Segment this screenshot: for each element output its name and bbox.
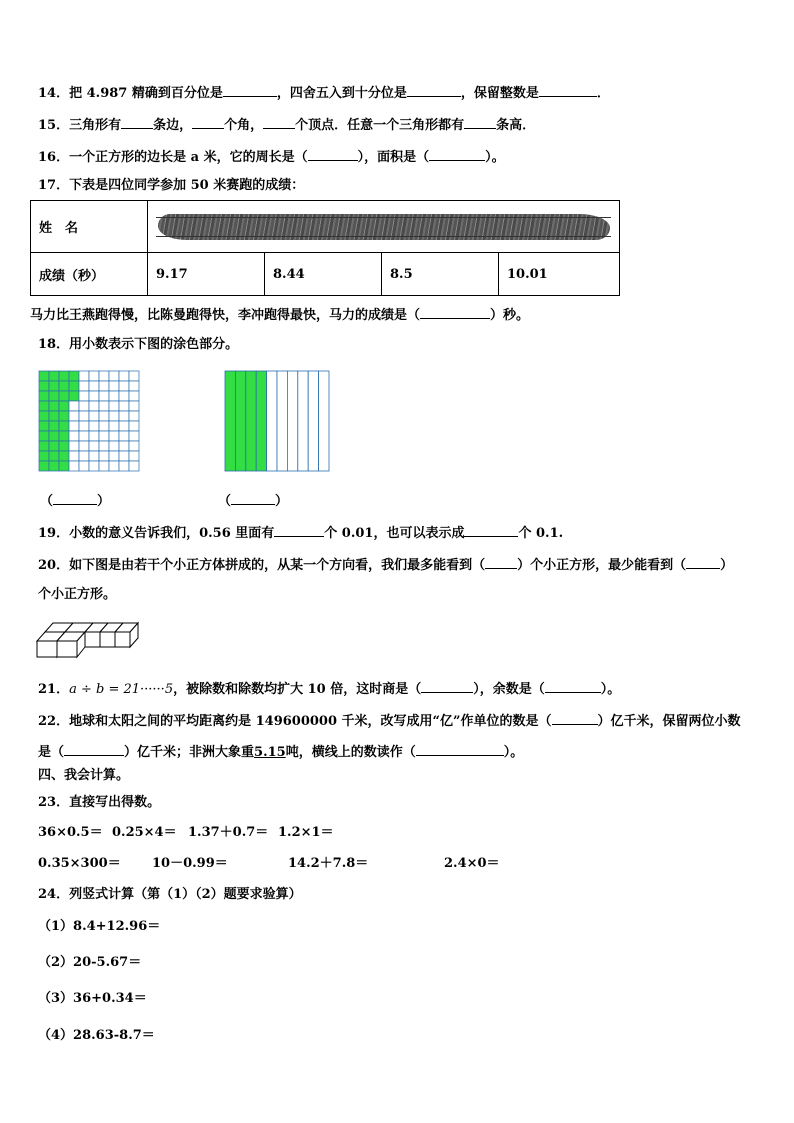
- shaded-cell: [59, 431, 69, 441]
- empty-cell: [69, 411, 79, 421]
- empty-cell: [89, 391, 99, 401]
- question-22-cont: 是（ ）亿千米；非洲大象重5.15吨，横线上的数读作（ ）。: [38, 741, 523, 762]
- empty-cell: [89, 461, 99, 471]
- empty-strip: [319, 371, 329, 471]
- vertical-calc-item: （1）8.4+12.96＝: [38, 919, 161, 934]
- empty-cell: [109, 461, 119, 471]
- empty-cell: [79, 441, 89, 451]
- shaded-cell: [39, 451, 49, 461]
- shaded-cell: [39, 421, 49, 431]
- question-17-ask: 马力比王燕跑得慢，比陈曼跑得快，李冲跑得最快，马力的成绩是（ ）秒。: [30, 304, 529, 325]
- empty-cell: [99, 411, 109, 421]
- empty-cell: [129, 461, 139, 471]
- section-heading: 四、我会计算。: [38, 768, 130, 783]
- answer-blank[interactable]: [545, 678, 601, 693]
- shaded-strip: [246, 371, 256, 471]
- empty-cell: [109, 421, 119, 431]
- empty-cell: [119, 411, 129, 421]
- hundred-grid: [38, 370, 140, 472]
- shaded-cell: [39, 431, 49, 441]
- answer-blank[interactable]: [407, 82, 461, 97]
- empty-cell: [79, 401, 89, 411]
- empty-cell: [129, 381, 139, 391]
- shaded-cell: [39, 401, 49, 411]
- vertical-calc-item: （4）28.63-8.7＝: [38, 1028, 155, 1043]
- score-cell: 10.01: [499, 253, 620, 296]
- question-21: 21．a ÷ b = 21······5，被除数和除数均扩大 10 倍，这时商是（ ），余数是（ ）。: [38, 678, 620, 699]
- empty-cell: [89, 421, 99, 431]
- empty-cell: [99, 431, 109, 441]
- shaded-cell: [49, 391, 59, 401]
- empty-cell: [119, 381, 129, 391]
- shaded-cell: [59, 441, 69, 451]
- question-18: 18．用小数表示下图的涂色部分。: [38, 337, 239, 352]
- answer-blank[interactable]: [308, 146, 358, 161]
- empty-cell: [129, 441, 139, 451]
- shaded-cell: [49, 421, 59, 431]
- empty-cell: [129, 431, 139, 441]
- shaded-cell: [49, 441, 59, 451]
- answer-18-1: （ ）: [40, 490, 110, 511]
- underlined-number: 5.15: [254, 745, 286, 760]
- answer-blank[interactable]: [64, 741, 124, 756]
- empty-cell: [109, 381, 119, 391]
- answer-blank[interactable]: [464, 522, 518, 537]
- empty-cell: [99, 461, 109, 471]
- empty-cell: [69, 451, 79, 461]
- empty-cell: [119, 391, 129, 401]
- answer-blank[interactable]: [686, 554, 720, 569]
- empty-cell: [99, 421, 109, 431]
- shaded-cell: [49, 461, 59, 471]
- empty-cell: [99, 381, 109, 391]
- empty-cell: [79, 421, 89, 431]
- empty-cell: [99, 401, 109, 411]
- empty-cell: [89, 381, 99, 391]
- empty-cell: [89, 401, 99, 411]
- question-17-intro: 17．下表是四位同学参加 50 米赛跑的成绩：: [38, 178, 305, 193]
- answer-blank[interactable]: [552, 710, 598, 725]
- score-cell: 8.44: [265, 253, 382, 296]
- question-22: 22．地球和太阳之间的平均距离约是 149600000 千米，改写成用“亿”作单位的数是（ ）亿千米，保留两位小数: [38, 710, 741, 731]
- question-20: 20．如下图是由若干个小正方体拼成的，从某一个方向看，我们最多能看到（ ）个小正方形，最少能看到（ ）: [38, 554, 733, 575]
- calc-row-2: 0.35×300＝ 10－0.99＝ 14.2＋7.8＝ 2.4×0＝: [38, 856, 500, 871]
- empty-cell: [129, 421, 139, 431]
- empty-strip: [267, 371, 277, 471]
- shaded-cell: [69, 371, 79, 381]
- empty-cell: [109, 431, 119, 441]
- shaded-cell: [59, 401, 69, 411]
- empty-strip: [277, 371, 287, 471]
- vertical-calc-item: （3）36+0.34＝: [38, 991, 147, 1006]
- cube-stack-figure: [36, 616, 144, 660]
- empty-cell: [119, 431, 129, 441]
- shaded-strip: [235, 371, 245, 471]
- scribble-redaction: [158, 214, 610, 240]
- empty-strip: [287, 371, 297, 471]
- empty-cell: [129, 371, 139, 381]
- empty-cell: [109, 411, 119, 421]
- shaded-cell: [39, 461, 49, 471]
- row-label-name: 姓 名: [31, 201, 148, 253]
- empty-strip: [298, 371, 308, 471]
- shaded-cell: [59, 461, 69, 471]
- empty-cell: [119, 461, 129, 471]
- empty-cell: [109, 391, 119, 401]
- empty-cell: [79, 451, 89, 461]
- empty-cell: [129, 411, 139, 421]
- shaded-cell: [39, 371, 49, 381]
- empty-cell: [69, 461, 79, 471]
- empty-cell: [69, 441, 79, 451]
- shaded-strip: [256, 371, 266, 471]
- answer-blank[interactable]: [263, 114, 295, 129]
- answer-blank[interactable]: [420, 304, 490, 319]
- shaded-cell: [39, 411, 49, 421]
- question-14: 14．把 4.987 精确到百分位是 ，四舍五入到十分位是 ，保留整数是 ．: [38, 82, 610, 103]
- empty-cell: [109, 441, 119, 451]
- empty-cell: [99, 391, 109, 401]
- shaded-cell: [69, 381, 79, 391]
- empty-cell: [89, 371, 99, 381]
- shaded-cell: [49, 411, 59, 421]
- empty-cell: [119, 371, 129, 381]
- question-16: 16．一个正方形的边长是 a 米，它的周长是（ ），面积是（ ）。: [38, 146, 505, 167]
- answer-blank[interactable]: [231, 490, 275, 505]
- vertical-calc-item: （2）20-5.67＝: [38, 955, 142, 970]
- answer-blank[interactable]: [53, 490, 97, 505]
- race-results-table: [30, 200, 620, 296]
- empty-cell: [79, 371, 89, 381]
- empty-cell: [89, 451, 99, 461]
- answer-18-2: （ ）: [218, 490, 288, 511]
- empty-cell: [119, 401, 129, 411]
- empty-cell: [99, 451, 109, 461]
- empty-cell: [69, 401, 79, 411]
- shaded-cell: [59, 411, 69, 421]
- empty-cell: [129, 451, 139, 461]
- empty-cell: [79, 411, 89, 421]
- shaded-cell: [49, 381, 59, 391]
- shaded-cell: [49, 401, 59, 411]
- shaded-cell: [49, 431, 59, 441]
- empty-cell: [109, 451, 119, 461]
- shaded-cell: [59, 391, 69, 401]
- shaded-cell: [49, 371, 59, 381]
- empty-cell: [129, 401, 139, 411]
- cube-stack-drawing: [36, 616, 144, 660]
- question-23: 23．直接写出得数。: [38, 795, 161, 810]
- empty-cell: [79, 391, 89, 401]
- empty-cell: [99, 371, 109, 381]
- question-24: 24．列竖式计算（第（1）（2）题要求验算）: [38, 887, 302, 902]
- answer-blank[interactable]: [192, 114, 224, 129]
- answer-blank[interactable]: [421, 678, 473, 693]
- shaded-cell: [49, 451, 59, 461]
- empty-cell: [79, 431, 89, 441]
- answer-blank[interactable]: [539, 82, 597, 97]
- empty-cell: [79, 461, 89, 471]
- empty-cell: [109, 401, 119, 411]
- question-19: 19．小数的意义告诉我们，0.56 里面有 个 0.01，也可以表示成 个 0.1.: [38, 522, 563, 543]
- empty-cell: [109, 371, 119, 381]
- shaded-cell: [59, 381, 69, 391]
- empty-cell: [129, 391, 139, 401]
- tenths-grid: [224, 370, 330, 472]
- shaded-strip: [225, 371, 235, 471]
- question-20-cont: 个小正方形。: [38, 587, 117, 602]
- empty-cell: [89, 441, 99, 451]
- shaded-cell: [39, 381, 49, 391]
- empty-cell: [79, 381, 89, 391]
- tenths-grid-figure: [224, 370, 330, 472]
- question-15: 15．三角形有 条边， 个角， 个顶点．任意一个三角形都有 条高．: [38, 114, 535, 135]
- answer-blank[interactable]: [485, 554, 517, 569]
- empty-strip: [308, 371, 318, 471]
- empty-cell: [119, 441, 129, 451]
- answer-blank[interactable]: [121, 114, 153, 129]
- calc-row-1: 36×0.5＝ 0.25×4＝ 1.37＋0.7＝ 1.2×1＝: [38, 825, 334, 840]
- answer-blank[interactable]: [416, 741, 504, 756]
- answer-blank[interactable]: [429, 146, 485, 161]
- shaded-cell: [39, 441, 49, 451]
- hundred-grid-figure: [38, 370, 140, 472]
- score-cell: 9.17: [148, 253, 265, 296]
- empty-cell: [69, 421, 79, 431]
- row-label-score: 成绩（秒）: [31, 253, 148, 296]
- score-cell: 8.5: [382, 253, 499, 296]
- empty-cell: [119, 451, 129, 461]
- shaded-cell: [59, 451, 69, 461]
- shaded-cell: [39, 391, 49, 401]
- answer-blank[interactable]: [464, 114, 496, 129]
- empty-cell: [89, 431, 99, 441]
- shaded-cell: [59, 421, 69, 431]
- empty-cell: [119, 421, 129, 431]
- shaded-cell: [69, 391, 79, 401]
- answer-blank[interactable]: [223, 82, 277, 97]
- empty-cell: [69, 431, 79, 441]
- empty-cell: [89, 411, 99, 421]
- empty-cell: [99, 441, 109, 451]
- shaded-cell: [59, 371, 69, 381]
- answer-blank[interactable]: [274, 522, 324, 537]
- names-cell-obscured: [148, 201, 620, 253]
- division-expression: a ÷ b = 21······5: [69, 682, 174, 697]
